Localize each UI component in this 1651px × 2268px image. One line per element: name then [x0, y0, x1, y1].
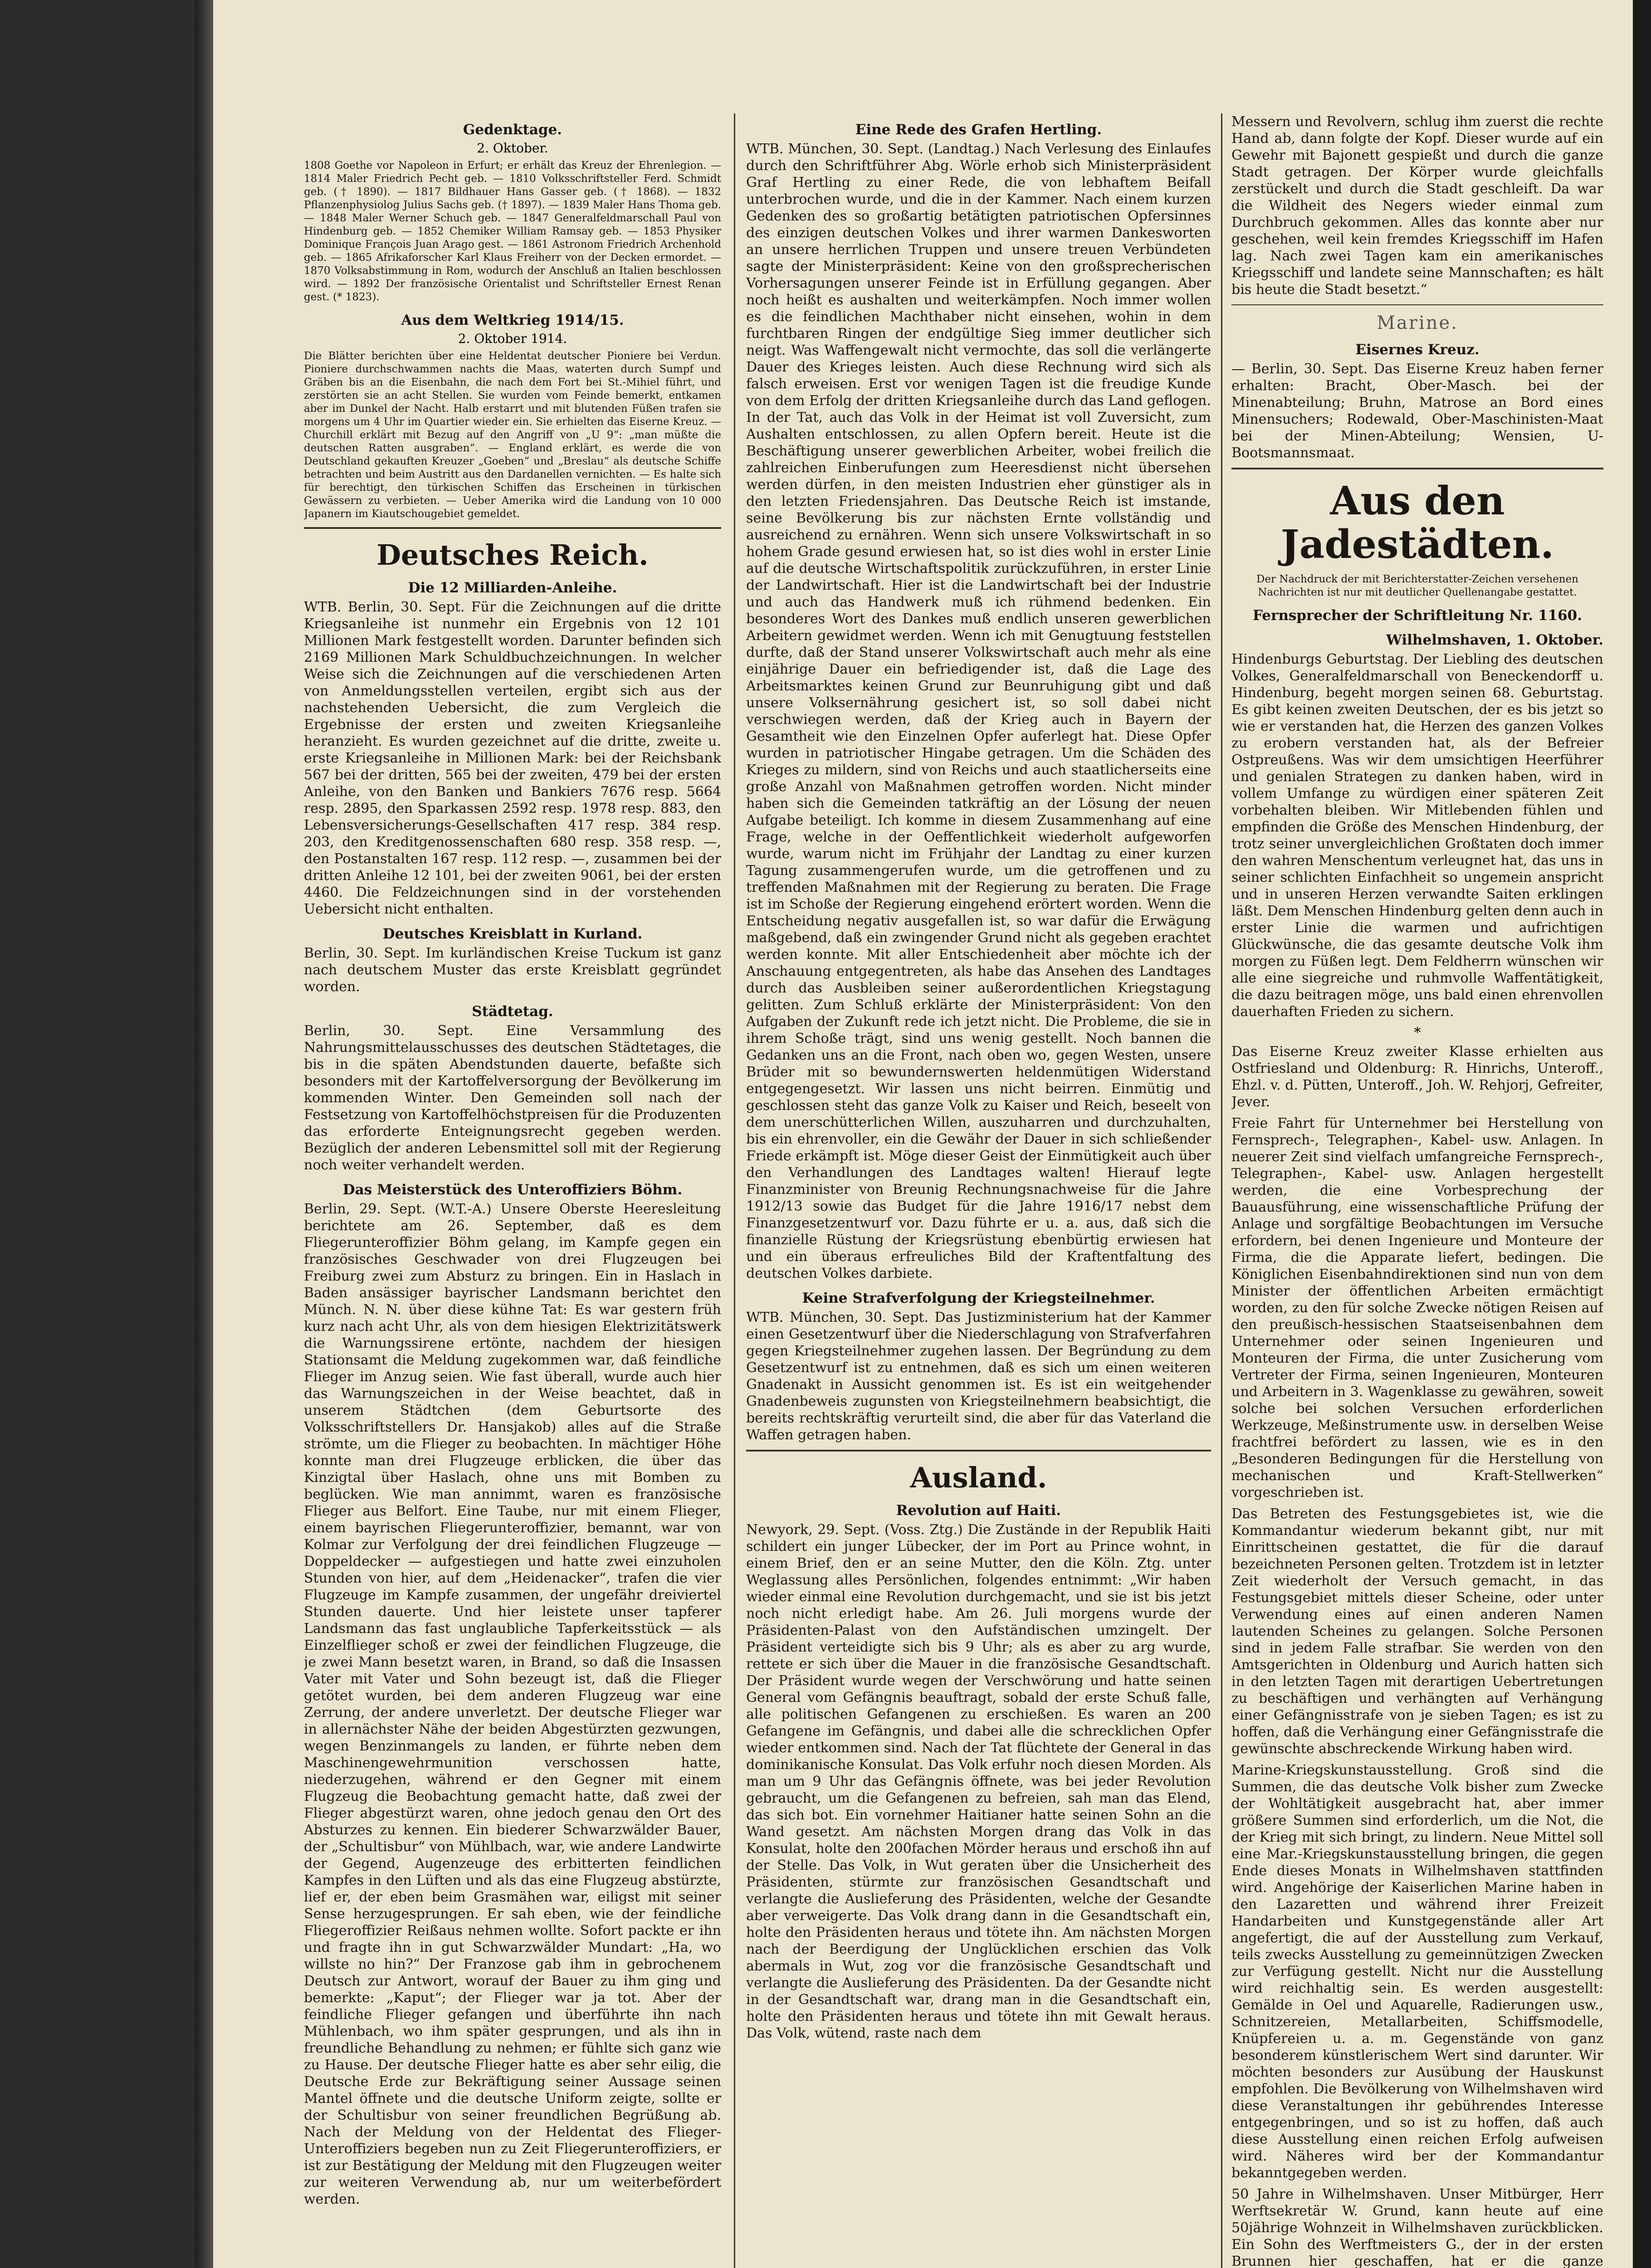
eisernes-kreuz-text: — Berlin, 30. Sept. Das Eiserne Kreuz haben ferner erhalten: Bracht, Ober-Masch. bei der Minenabteilung; Bruhn, Matrose an Bord eines Minensuchers; Rodewald, Ober-Maschinisten-Maat bei der Minen-Abteilung; Wensien, U-Bootsmannsmaat. — [1231, 361, 1603, 461]
separator-star: * — [1414, 1025, 1421, 1041]
meisterstueck-text: Berlin, 29. Sept. (W.T.-A.) Unsere Oberste Heeresleitung berichtete am 26. September, daß es dem Fliegerunteroffizier Böhm gelang, im Kampfe gegen ein französisches Geschwader von drei Flugzeugen bei Freiburg zwei zum Absturz zu bringen. Ein in Haslach in Baden ansässiger bayrischer Landsmann berichtet den Münch. N. N. über diese kühne Tat: Es war gestern früh kurz nach acht Uhr, als von dem hiesigen Elektrizitätswerk die Warnungssirene ertönte, nachdem der hiesigen Stationsamt die Meldung zugekommen war, daß feindliche Flieger im Anzug seien. Wie fast überall, wurde auch hier das Warnungszeichen in der Weise beachtet, daß in unserem Städtchen (dem Geburtsorte des Volksschriftstellers Dr. Hansjakob) alles auf die Straße strömte, um die Flieger zu beobachten. In mächtiger Höhe konnte man drei Flugzeuge erblicken, die über das Kinzigtal über Haslach, ohne uns mit Bomben zu beglücken. Wie man annimmt, waren es französische Flieger aus Belfort. Eine Taube, nur mit einem Flieger, einem bayrischen Fliegerunteroffizier, bemannt, war von Kolmar zur Verfolgung der drei feindlichen Flugzeuge — Doppeldecker — aufgestiegen und hatte zwei einzuholen Stunden von hier, auf dem „Heidenacker“, trafen die vier Flugzeuge im Kampfe zusammen, der ungefähr dreiviertel Stunden dauerte. Und hier leistete unser tapferer Landsmann das fast unglaubliche Tapferkeitsstück — als Einzelflieger schoß er zwei der feindlichen Flugzeuge, die je zwei Mann besetzt waren, in Brand, so daß die Insassen Vater mit Vater und Sohn bezeugt ist, daß die Flieger getötet wurden, bei dem anderen Flugzeug war eine Zerrung, der andere unverletzt. Der deutsche Flieger war in allernächster Nähe der beiden Abgestürzten gezwungen, wegen Benzinmangels zu landen, er führte neben dem Maschinengewehrmunition verschossen hatte, niederzugehen, während er den Gegner mit einem Flugzeug die Beobachtung gemacht hatte, daß zwei der Flieger abgestürzt waren, ohne jedoch genau den Ort des Absturzes zu kennen. Ein biederer Schwarzwälder Bauer, der „Schultisbur“ von Mühlbach, war, wie andere Landwirte der Gegend, Augenzeuge des erbitterten feindlichen Kampfes in den Lüften und als das eine Flugzeug abstürzte, lief er, der eben beim Grasmähen war, eiligst mit seiner Sense herzugesprungen. Er sah eben, wie der feindliche Fliegeroffizier Reißaus nehmen wollte. Sofort packte er ihn und fragte ihn in gut Schwarzwälder Mundart: „Ha, wo willste no hin?“ Der Franzose gab ihm in gebrochenem Deutsch zur Antwort, worauf der Bauer zu ihm ging und bemerkte: „Kaput“; der Flieger war ja tot. Aber der feindliche Flieger gefangen und überführte ihn nach Mühlenbach, wo ihm später gesprungen, und als ihn in freundliche Behandlung zu nehmen; er fühlte sich ganz wie zu Hause. Der deutsche Flieger hatte es aber sehr eilig, die Deutsche Erde zur Bekräftigung seiner Aussage seinen Mantel öffnete und die deutsche Uniform zeigte, sollte er der Schultisbur von seiner freundlichen Begrüßung ab. Nach der Meldung von der Heldentat des Flieger-Unteroffiziers begeben nun zu Zeit Fliegerunteroffiziers, er ist zur Bestätigung der Meldung mit den Flugzeugen weiter zur weiteren Verwendung ab, nur um weiterbefördert werden. — [304, 1201, 721, 2207]
column-rule-1 — [734, 113, 735, 2268]
eisernes-kreuz-heading: Eisernes Kreuz. — [1355, 342, 1480, 358]
gedenktage-date: 2. Oktober. — [477, 141, 548, 156]
column-2 — [746, 113, 1211, 2268]
hindenburg-text: Hindenburgs Geburtstag. Der Liebling des deutschen Volkes, Generalfeldmarschall von Beneckendorff u. Hindenburg, begeht morgen seinen 68. Geburtstag. Es gibt keinen zweiten Deutschen, der es bis jetzt so wie er verstanden hat, die Herzen des ganzen Volkes zu erobern verstanden hat, als der Befreier Ostpreußens. Was wir dem umsichtigen Heerführer und genialen Strategen zu danken haben, wird in vollem Umfange zu würdigen einer späteren Zeit vorbehalten bleiben. Wir Mitlebenden fühlen und empfinden die Größe des Menschen Hindenburg, der trotz seiner unvergleichlichen Großtaten doch immer den wahren Menschentum verleugnet hat, das uns in seiner schlichten Einfachheit so ungemein anspricht und in unseren Herzen verwandte Saiten erklingen läßt. Dem Menschen Hindenburg gelten denn auch in erster Linie die warmen und aufrichtigen Glückwünsche, die das gesamte deutsche Volk ihm morgen zu Füßen legt. Dem Feldherrn wünschen wir alle eine siegreiche und ruhmvolle Waffentätigkeit, die dazu beitragen möge, uns bald einen ehrenvollen dauerhaften Frieden zu sichern. — [1231, 651, 1603, 1020]
deutsches-reich-heading: Deutsches Reich. — [376, 538, 649, 572]
section-divider — [1231, 468, 1603, 469]
freie-fahrt-text: Freie Fahrt für Unternehmer bei Herstellung von Fernsprech-, Telegraphen-, Kabel- usw. Anlagen. In neuerer Zeit sind vielfach umfangreiche Fernsprech-, Telegraphen-, Kabel- usw. Anlagen hergestellt werden, die eine Vorbesprechung der Bauausführung, eine wissenschaftliche Prüfung der Anlage und sorgfältige Beobachtungen im Versuche erfordern, bei denen Ingenieure und Monteure der Firma, die die Apparate liefert, bedingen. Die Königlichen Eisenbahndirektionen sind nun von dem Minister der öffentlichen Arbeiten ermächtigt worden, zu den für solche Zwecke nötigen Reisen auf den preußisch-hessischen Staatseisenbahnen dem Unternehmer oder seinen Ingenieuren und Monteuren der Firma, die unter Zusicherung vom Vertreter der Firma, seinen Ingenieuren, Monteuren und Arbeitern in 3. Wagenklasse zu gewähren, soweit solche bei solchen Versuchen erforderlichen Werkzeuge, Meßinstrumente usw. in derselben Weise frachtfrei befördert zu lassen, wie es in den „Besonderen Bedingungen für die Herstellung von mechanischen und Kraft-Stellwerken“ vorgeschrieben ist. — [1231, 1115, 1603, 1501]
gedenktage-heading: Gedenktage. — [463, 122, 562, 138]
jadestaedten-heading: Aus den Jadestädten. — [1280, 478, 1554, 567]
strafverfolgung-text: WTB. München, 30. Sept. Das Justizministerium hat der Kammer einen Gesetzentwurf über die Niederschlagung von Strafverfahren gegen Kriegsteilnehmer zugehen lassen. Der Begründung zu dem Gesetzentwurf ist zu entnehmen, daß es sich um einen weiteren Gnadenakt in Aussicht genommen ist. Es ist ein weitgehender Gnadenbeweis zugunsten von Kriegsteilnehmern beabsichtigt, die bereits rechtskräftig verurteilt sind, die aber für das Vaterland die Waffen getragen haben. — [746, 1310, 1211, 1443]
haiti-heading: Revolution auf Haiti. — [896, 1502, 1061, 1519]
ausland-heading: Ausland. — [910, 1461, 1047, 1494]
column-3 — [1231, 113, 1603, 2268]
jubilaeum-text: 50 Jahre in Wilhelmshaven. Unser Mitbürger, Herr Werftsekretär W. Grund, kann heute auf eine 50jährige Wohnzeit in Wilhelmshaven zurückblicken. Ein Sohn des Werftmeisters G., der in der ersten Brunnen hier geschaffen, hat er die ganze — [1231, 2186, 1603, 2268]
nachdruck-notice: Der Nachdruck der mit Berichterstatter-Zeichen versehenen Nachrichten ist nur mit deutlicher Quellenangabe gestattet. — [1256, 573, 1578, 598]
column-1 — [304, 113, 721, 2268]
column-rule-2 — [1221, 113, 1222, 2268]
kunstausstellung-text: Marine-Kriegskunstausstellung. Groß sind die Summen, die das deutsche Volk bisher zum Zwecke der Wohltätigkeit ausgebracht hat, aber immer größere Summen sind erforderlich, um die Not, die der Krieg mit sich bringt, zu lindern. Neue Mittel soll eine Mar.-Kriegskunstausstellung bringen, die gegen Ende dieses Monats in Wilhelmshaven stattfinden wird. Angehörige der Kaiserlichen Marine haben in den Lazaretten und während ihrer Freizeit Handarbeiten und Kunstgegenstände aller Art angefertigt, die auf der Ausstellung zum Verkauf, teils zwecks Ausstellung zu gemeinnützigen Zwecken zur Verfügung gestellt. Nicht nur die Ausstellung wird reichhaltig sein. Es werden ausgestellt: Gemälde in Oel und Aquarelle, Radierungen usw., Schnitzereien, Metallarbeiten, Schiffsmodelle, Knüpfereien u. a. m. Gegenstände von ganz besonderem künstlerischem Wert sind darunter. Wir möchten besonders zur Ausübung der Hauskunst empfohlen. Die Bevölkerung von Wilhelmshaven wird diese Veranstaltungen ihr gebührendes Interesse entgegenbringen, und so ist zu hoffen, daß auch diese Ausstellung einen reichen Erfolg aufweisen wird. Näheres wird ber der Kommandantur bekanntgegeben werden. — [1231, 1762, 1603, 2181]
newspaper-page — [213, 0, 1633, 2268]
festungsgebiet-text: Das Betreten des Festungsgebietes ist, wie die Kommandantur wiederum bekannt gibt, nur mit Einrittscheinen gestattet, die für die darauf bezeichneten Personen gelten. Trotzdem ist in letzter Zeit wiederholt der Versuch gemacht, in das Festungsgebiet mittels dieser Scheine, oder unter Verwendung eines auf einen anderen Namen lautenden Scheines zu gelangen. Solche Personen sind in jedem Falle strafbar. Sie werden von den Amtsgerichten in Oldenburg und Aurich hatten sich in den letzten Tagen mit derartigen Uebertretungen zu beschäftigen und verhängten auf Verhängung einer Gefängnisstrafe von je sieben Tagen; es ist zu hoffen, daß die Verhängung einer Gefängnisstrafe die gewünschte abschreckende Wirkung haben wird. — [1231, 1506, 1603, 1757]
meisterstueck-heading: Das Meisterstück des Unteroffiziers Böhm. — [342, 1182, 683, 1198]
marine-heading: Marine. — [1377, 313, 1458, 333]
milliarden-text: WTB. Berlin, 30. Sept. Für die Zeichnungen auf die dritte Kriegsanleihe ist nunmehr ein Ergebnis von 12 101 Millionen Mark festgestellt worden. Darunter befinden sich 2169 Millionen Mark Schuldbuchzeichnungen. In welcher Weise sich die Zeichnungen auf die verschiedenen Arten von Anmeldungsstellen verteilen, ergibt sich aus der nachstehenden Uebersicht, die zum Vergleich die Ergebnisse der ersten und zweiten Kriegsanleihe heranzieht. Es wurden gezeichnet auf die dritte, zweite u. erste Kriegsanleihe in Millionen Mark: bei der Reichsbank 567 bei der dritten, 565 bei der zweiten, 479 bei der ersten Anleihe, von den Banken und Bankiers 7676 resp. 5664 resp. 2895, den Sparkassen 2592 resp. 1978 resp. 883, den Lebensversicherungs-Gesellschaften 417 resp. 384 resp. 203, den Kreditgenossenschaften 680 resp. 358 resp. —, den Postanstalten 167 resp. 112 resp. —, zusammen bei der dritten Anleihe 12 101, bei der zweiten 9061, bei der ersten 4460. Die Feldzeichnungen sind in der vorstehenden Uebersicht nicht enthalten. — [304, 599, 721, 917]
section-divider — [1231, 304, 1603, 305]
scan-edge — [1631, 0, 1651, 2268]
section-divider — [746, 1450, 1211, 1452]
fernsprecher-line: Fernsprecher der Schriftleitung Nr. 1160. — [1252, 607, 1583, 624]
weltkrieg-date: 2. Oktober 1914. — [458, 331, 567, 346]
eisernes-kreuz-ostfriesland-text: Das Eiserne Kreuz zweiter Klasse erhielten aus Ostfriesland und Oldenburg: R. Hinrichs, Unteroff., Ehzl. v. d. Pütten, Unteroff., Joh. W. Rehjorj, Gefreiter, Jever. — [1231, 1044, 1603, 1110]
weltkrieg-text: Die Blätter berichten über eine Heldentat deutscher Pioniere bei Verdun. Pioniere durchschwammen nachts die Maas, waterten durch Sumpf und Gräben bis an die Eisenbahn, die nach dem Fort bei St.-Mihiel führt, und zerstörten sie an acht Stellen. Sie wurden vom Feinde bemerkt, entkamen aber im Dunkel der Nacht. Halb erstarrt und mit blutenden Füßen trafen sie morgens um 4 Uhr im Quartier wieder ein. Sie erhielten das Eiserne Kreuz. — Churchill erklärt mit Bezug auf den Angriff von „U 9“: „man müßte die deutschen Ratten ausgraben“. — England erklärt, es werde die von Deutschland gekauften Kreuzer „Goeben“ und „Breslau“ als deutsche Schiffe betrachten und beim Austritt aus den Dardanellen vernichten. — Es halte sich für berechtigt, den türkischen Schiffen das Erscheinen in türkischen Gewässern zu verbieten. — Ueber Amerika wird die Landung von 10 000 Japanern im Kiautschougebiet gemeldet. — [304, 350, 721, 520]
kreisblatt-heading: Deutsches Kreisblatt in Kurland. — [382, 926, 643, 942]
staedtetag-heading: Städtetag. — [472, 1003, 553, 1020]
rede-heading: Eine Rede des Grafen Hertling. — [855, 122, 1102, 138]
section-divider — [304, 527, 721, 529]
staedtetag-text: Berlin, 30. Sept. Eine Versammlung des Nahrungsmittelausschusses des deutschen Städtetages, die bis in die späten Abendstunden dauerte, befaßte sich besonders mit der Kartoffelversorgung der Bevölkerung im kommenden Winter. Den Gemeinden soll nach der Festsetzung von Kartoffelhöchstpreisen für die Produzenten das erforderte Enteignungsrecht gegeben werden. Bezüglich der anderen Lebensmittel soll mit der Regierung noch weiter verhandelt werden. — [304, 1023, 721, 1173]
rede-text: WTB. München, 30. Sept. (Landtag.) Nach Verlesung des Einlaufes durch den Schriftführer Abg. Wörle erhob sich Ministerpräsident Graf Hertling zu einer Rede, die von lebhaftem Beifall unterbrochen wurde, und die in der Kammer. Nach einem kurzen Gedenken des so großartig betätigten patriotischen Opfersinnes des einzigen deutschen Volkes und ihrer warmen Dankesworten an unsere herrlichen Truppen und unsere treuen Verbündeten sagte der Ministerpräsident: Keine von den großsprecherischen Vorhersagungen unserer Feinde ist in Erfüllung gegangen. Aber noch heißt es aushalten und weiterkämpfen. Noch immer wollen es die feindlichen Machthaber nicht einsehen, wohin in dem furchtbaren Ringen der endgültige Sieg immer deutlicher sich neigt. Was Waffengewalt nicht vermochte, das soll die verlängerte Dauer des Krieges leisten. Auch diese Rechnung wird sich als falsch erweisen. Erst vor wenigen Tagen ist die freudige Kunde von dem Erfolg der dritten Kriegsanleihe durch das Land geflogen. In der Tat, auch das Volk in der Heimat ist voll Zuversicht, zum Aushalten entschlossen, zu allen Opfern bereit. Heute ist die Beschäftigung unserer gewerblichen Arbeiter, wobei freilich die zahlreichen Einberufungen zum Heeresdienst nicht übersehen werden dürfen, in den meisten Industrien eher günstiger als in den letzten Friedensjahren. Das Deutsche Reich ist imstande, seine Bevölkerung bis zur nächsten Ernte vollständig und ausreichend zu ernähren. Wenn sich unsere Volkswirtschaft in so hohem Grade gesund erwiesen hat, so ist dies wohl in erster Linie auf die deutsche Wirtschaftspolitik zurückzuführen, in erster Linie der Landwirtschaft. Hier ist die Landwirtschaft bei der Industrie und auch das Handwerk muß ich rühmend bedenken. Ein besonderes Wort des Dankes muß endlich unseren gewerblichen Arbeitern gewidmet werden. Wenn ich mit Genugtuung feststellen durfte, daß der Stand unserer Volkswirtschaft auch mehr als eine einjährige Dauer ein befriedigender ist, daß die Lage des Arbeitsmarktes keinen Grund zur Beunruhigung gibt und daß unsere Volksernährung gesichert ist, so soll dabei nicht verschwiegen werden, daß der Krieg auch in Bayern der Gesamtheit wie den Einzelnen Opfer auferlegt hat. Diese Opfer wurden in patriotischer Hingabe getragen. Um die Schäden des Krieges zu mildern, sind von Reichs und auch staatlicherseits eine große Anzahl von Maßnahmen getroffen worden. Nicht minder haben sich die Gemeinden tatkräftig an der Lösung der neuen Aufgabe beteiligt. Ich komme in diesem Zusammenhang auf eine Frage, welche in der Oeffentlichkeit wiederholt aufgeworfen wurde, warum nicht im Frühjahr der Landtag zu einer kurzen Tagung zusammengerufen wurde, um die getroffenen und zu treffenden Maßnahmen mit der Regierung zu beraten. Die Frage ist im Schoße der Regierung eingehend erörtert worden. Wenn die Entscheidung negativ ausgefallen ist, so war dafür die Erwägung maßgebend, daß ein zwingender Grund nicht als gegeben erachtet werden konnte. Mit aller Entschiedenheit aber möchte ich der Anschauung entgegentreten, als habe das Ansehen des Landtages durch das Ausbleiben seiner außerordentlichen Kriegstagung gelitten. Zum Schluß erklärte der Ministerpräsident: Von den Aufgaben der Zukunft rede ich jetzt nicht. Die Probleme, die sie in ihrem Schoße trägt, sind uns wenig gestellt. Noch bannen die Gedanken uns an die Front, nach oben wo, gegen Westen, unsere Brüder mit so bewundernswerten heldenmütigen Widerstand entgegengesetzt. Wir lassen uns nicht beirren. Einmütig und geschlossen steht das ganze Volk zu Kaiser und Reich, beseelt von dem unerschütterlichen Willen, auszuharren und durchzuhalten, bis ein ehrenvoller, ein die Gewähr der Dauer in sich schließender Friede erkämpft ist. Möge dieser Geist der Einmütigkeit auch über den Verhandlungen des Landtages walten! Hierauf legte Finanzminister von Breunig Rechnungsnachweise für die Jahre 1912/13 sowie das Budget für die Jahre 1916/17 nebst dem Finanzgesetzentwurf vor. Dazu führte er u. a. aus, daß sich die finanzielle Rüstung der Kriegsrüstung ebenbürtig erwiesen hat und ein überaus erfreuliches Bild der Kraftentfaltung des deutschen Volkes darbiete. — [746, 141, 1211, 1281]
strafverfolgung-heading: Keine Strafverfolgung der Kriegsteilnehmer. — [802, 1290, 1155, 1306]
kreisblatt-text: Berlin, 30. Sept. Im kurländischen Kreise Tuckum ist ganz nach deutschem Muster das erste Kreisblatt gegründet worden. — [304, 945, 721, 995]
haiti-continued-text: Messern und Revolvern, schlug ihm zuerst die rechte Hand ab, dann folgte der Kopf. Dieser wurde auf ein Gewehr mit Bajonett gespießt und durch die ganze Stadt getragen. Der Körper wurde gleichfalls zerstückelt und durch die Stadt geschleift. Da war die Wildheit des Negers wieder einmal zum Durchbruch gekommen. Alles das konnte aber nur geschehen, weil kein fremdes Kriegsschiff im Hafen lag. Nach zwei Tagen kam ein amerikanisches Kriegsschiff und landete seine Mannschaften; es hält bis heute die Stadt besetzt.“ — [1231, 114, 1603, 298]
milliarden-heading: Die 12 Milliarden-Anleihe. — [408, 580, 617, 596]
wilhelmshaven-dateline: Wilhelmshaven, 1. Oktober. — [1386, 632, 1603, 648]
haiti-text: Newyork, 29. Sept. (Voss. Ztg.) Die Zustände in der Republik Haiti schildert ein junger Lübecker, der im Port au Prince wohnt, in einem Brief, den er an seine Mutter, den die Köln. Ztg. unter Weglassung alles Persönlichen, folgendes entnimmt: „Wir haben wieder einmal eine Revolution durchgemacht, und sie ist bis jetzt noch nicht erledigt habe. Am 26. Juli morgens wurde der Präsidenten-Palast von den Aufständischen umzingelt. Der Präsident verteidigte sich bis 9 Uhr; als es aber zu arg wurde, rettete er sich über die Mauer in die französische Gesandtschaft. Der Präsident wurde wegen der Verschwörung und hatte seinen General vom Gefängnis beauftragt, sobald der erste Schuß falle, alle politischen Gefangenen zu erschießen. Es waren an 200 Gefangene im Gefängnis, und dabei alle die schrecklichen Opfer wieder entkommen sind. Nach der Tat flüchtete der General in das dominikanische Konsulat. Das Volk erfuhr noch diesen Morden. Als man um 9 Uhr das Gefängnis öffnete, was bei jeder Revolution gebraucht, um die Gefangenen zu befreien, sah man das Elend, das sich bot. Ein vornehmer Haitianer hatte seinen Sohn an die Wand gesetzt. Am nächsten Morgen drang das Volk in das Konsulat, holte den 200fachen Mörder heraus und erschoß ihn auf der Stelle. Das Volk, in Wut geraten über die Unsicherheit des Präsidenten, stürmte zur französischen Gesandtschaft und verlangte die Auslieferung des Präsidenten, welche der Gesandte aber verweigerte. Das Volk drang dann in die Gesandtschaft ein, holte den Präsidenten heraus und tötete ihn. Am nächsten Morgen nach der Beerdigung der Unglücklichen erschien das Volk abermals in Wut, zog vor die französische Gesandtschaft und verlangte die Auslieferung des Präsidenten. Da der Gesandte nicht in der Gesandtschaft war, drang man in die Gesandtschaft ein, holte den Präsidenten heraus und tötete ihn mit Gewalt heraus. Das Volk, wütend, raste nach dem — [746, 1522, 1211, 2041]
gedenktage-text: 1808 Goethe vor Napoleon in Erfurt; er erhält das Kreuz der Ehrenlegion. — 1814 Maler Friedrich Pecht geb. — 1810 Volksschriftsteller Ferd. Schmidt geb. († 1890). — 1817 Bildhauer Hans Gasser geb. († 1868). — 1832 Pflanzenphysiolog Julius Sachs geb. († 1897). — 1839 Maler Hans Thoma geb. — 1848 Maler Werner Schuch geb. — 1847 Generalfeldmarschall Paul von Hindenburg geb. — 1852 Chemiker William Ramsay geb. — 1853 Physiker Dominique François Juan Arago gest. — 1861 Astronom Friedrich Archenhold geb. — 1865 Afrikaforscher Karl Klaus Freiherr von der Decken ermordet. — 1870 Volksabstimmung in Rom, wodurch der Anschluß an Italien beschlossen wird. — 1892 Der französische Orientalist und Schriftsteller Ernest Renan gest. (* 1823). — [304, 160, 721, 303]
weltkrieg-heading: Aus dem Weltkrieg 1914/15. — [401, 312, 624, 328]
